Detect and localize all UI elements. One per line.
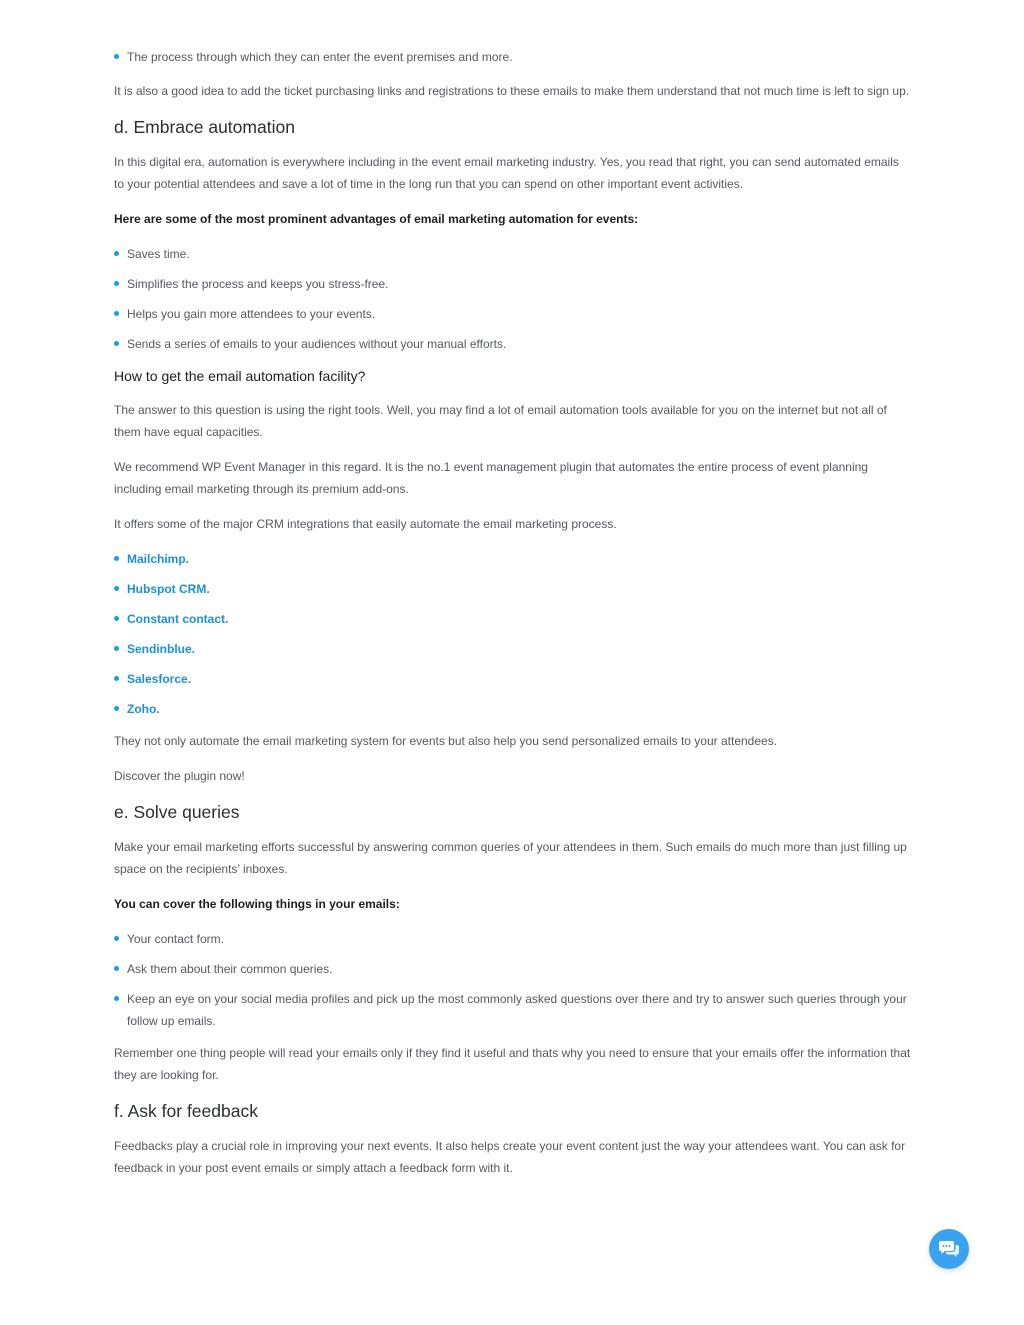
bullet-dot: [114, 251, 119, 256]
bullet-dot: [114, 54, 119, 59]
crm-links-list: [114, 548, 912, 720]
bullet-dot: [114, 281, 119, 286]
list-item-text: Helps you gain more attendees to your events.: [127, 307, 376, 321]
bullet-dot: [114, 966, 119, 971]
list-item: [114, 698, 912, 720]
list-item: [114, 243, 912, 265]
list-item-text: Sends a series of emails to your audiences without your manual efforts.: [127, 337, 507, 351]
crm-link-salesforce[interactable]: Salesforce.: [127, 672, 192, 686]
list-item: [114, 958, 912, 980]
section-e-paragraph: Make your email marketing efforts successful by answering common queries of your attendees in them. Such emails do much more than just filling up space on the recipients’ inboxes.: [114, 840, 907, 876]
discover-plugin-text: Discover the plugin now!: [114, 769, 245, 783]
list-item: [114, 638, 912, 660]
list-item-text: Saves time.: [127, 247, 190, 261]
cover-items-list: [114, 928, 912, 1032]
cover-lead: You can cover the following things in your emails:: [114, 897, 400, 911]
article-content: [114, 46, 912, 1192]
list-item-text: Your contact form.: [127, 932, 224, 946]
recommend-paragraph: We recommend WP Event Manager in this regard. It is the no.1 event management plugin that automates the entire process of event planning including email marketing through its premium add-ons.: [114, 460, 868, 496]
bullet-dot: [114, 556, 119, 561]
bullet-dot: [114, 936, 119, 941]
crm-link-mailchimp[interactable]: Mailchimp.: [127, 552, 190, 566]
section-d-paragraph: In this digital era, automation is everywhere including in the event email marketing industry. Yes, you read that right, you can send automated emails to your potential attendees and save a lot of time in the long run that you can spend on other important event activities.: [114, 155, 899, 191]
list-item-text: Keep an eye on your social media profiles and pick up the most commonly asked questions over there and try to answer such queries through your follow up emails.: [127, 992, 907, 1028]
bullet-dot: [114, 586, 119, 591]
list-item: [114, 273, 912, 295]
crm-link-sendinblue[interactable]: Sendinblue.: [127, 642, 196, 656]
list-item-text: The process through which they can enter the event premises and more.: [127, 50, 513, 64]
automation-subheading: How to get the email automation facility?: [114, 368, 366, 384]
advantages-lead: Here are some of the most prominent advantages of email marketing automation for events:: [114, 212, 639, 226]
crm-lead: It offers some of the major CRM integrations that easily automate the email marketing process.: [114, 517, 617, 531]
bullet-dot: [114, 996, 119, 1001]
crm-link-constant-contact[interactable]: Constant contact.: [127, 612, 229, 626]
chat-bubbles-icon: [938, 1239, 960, 1259]
crm-link-zoho[interactable]: Zoho.: [127, 702, 160, 716]
chat-widget-button[interactable]: [929, 1229, 969, 1269]
section-f-paragraph: Feedbacks play a crucial role in improving your next events. It also helps create your event content just the way your attendees want. You can ask for feedback in your post event emails or simply attach a feedback form with it.: [114, 1139, 906, 1175]
list-item: [114, 333, 912, 355]
list-item: [114, 303, 912, 325]
personalized-paragraph: They not only automate the email marketing system for events but also help you send personalized emails to your attendees.: [114, 734, 778, 748]
advantages-list: [114, 243, 912, 355]
list-item-text: Simplifies the process and keeps you stress-free.: [127, 277, 389, 291]
bullet-dot: [114, 341, 119, 346]
answer-paragraph: The answer to this question is using the right tools. Well, you may find a lot of email automation tools available for you on the internet but not all of them have equal capacities.: [114, 403, 887, 439]
section-e-heading: e. Solve queries: [114, 802, 240, 822]
bullet-dot: [114, 706, 119, 711]
list-item: [114, 988, 912, 1032]
section-f-heading: f. Ask for feedback: [114, 1101, 258, 1121]
section-d-heading: d. Embrace automation: [114, 117, 295, 137]
bullet-dot: [114, 616, 119, 621]
list-item: [114, 608, 912, 630]
bullet-dot: [114, 311, 119, 316]
list-item: [114, 928, 912, 950]
intro-bullet-list: [114, 46, 912, 68]
remember-paragraph: Remember one thing people will read your emails only if they find it useful and thats why you need to ensure that your emails offer the information that they are looking for.: [114, 1046, 911, 1082]
list-item: [114, 46, 912, 68]
bullet-dot: [114, 676, 119, 681]
intro-paragraph: It is also a good idea to add the ticket purchasing links and registrations to these emails to make them understand that not much time is left to sign up.: [114, 84, 910, 98]
list-item: [114, 548, 912, 570]
list-item-text: Ask them about their common queries.: [127, 962, 333, 976]
crm-link-hubspot[interactable]: Hubspot CRM.: [127, 582, 210, 596]
bullet-dot: [114, 646, 119, 651]
list-item: [114, 578, 912, 600]
list-item: [114, 668, 912, 690]
